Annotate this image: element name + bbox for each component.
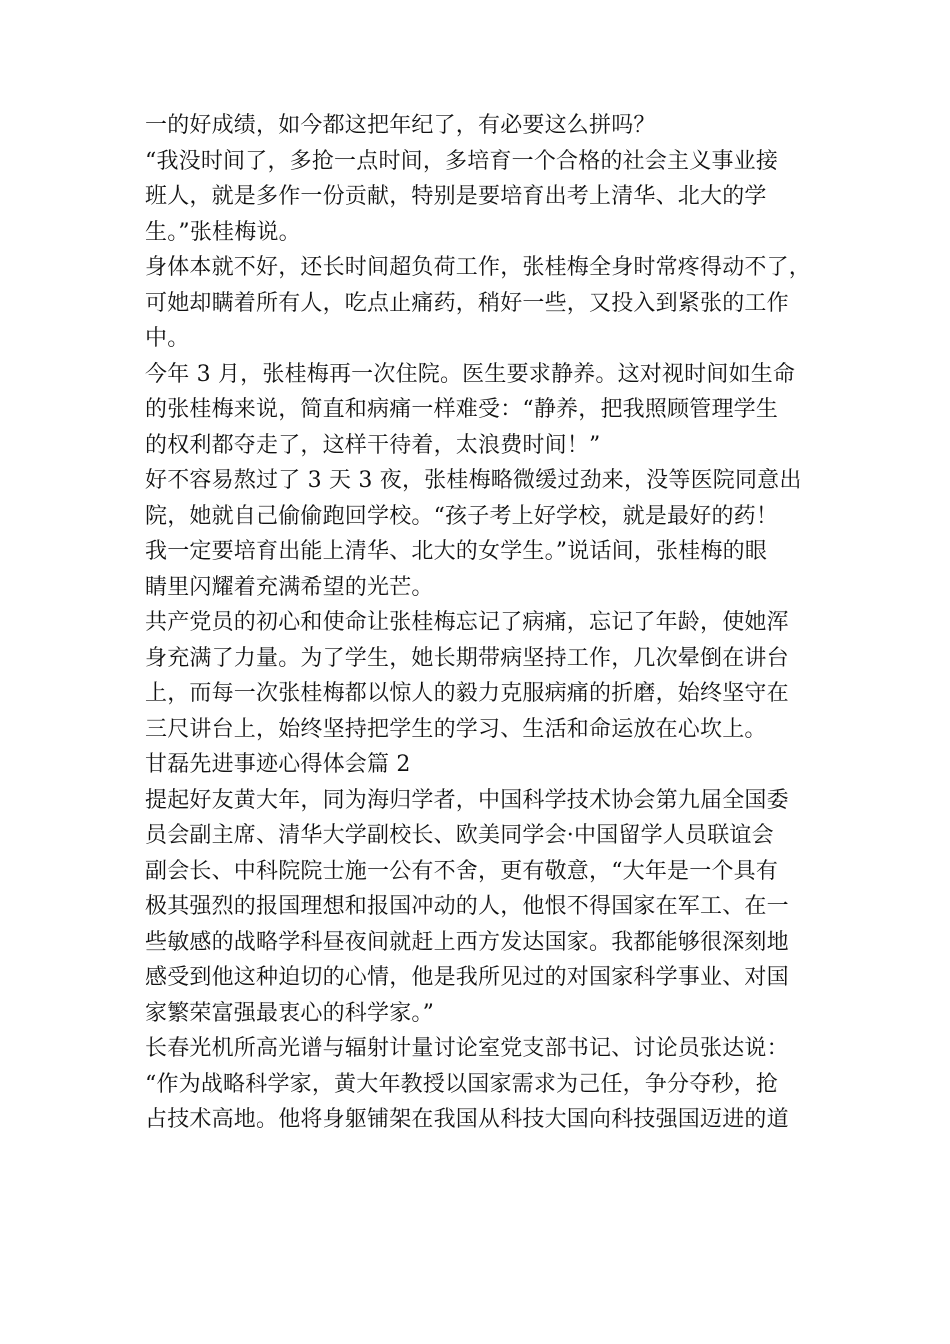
text-line: 生。”张桂梅说。 [145, 219, 301, 245]
text-line: 我一定要培育出能上清华、北大的女学生。”说话间，张桂梅的眼 [145, 539, 768, 564]
text-line: “作为战略科学家，黄大年教授以国家需求为己任，争分夺秒，抢 [145, 1071, 779, 1097]
section-heading: 甘磊先进事迹心得体会篇 2 [145, 752, 411, 777]
text-line: 院，她就自己偷偷跑回学校。“孩子考上好学校，就是最好的药！ [145, 503, 779, 529]
text-line: 睛里闪耀着充满希望的光芒。 [145, 574, 434, 600]
text-line: 三尺讲台上，始终坚持把学生的学习、生活和命运放在心坎上。 [145, 716, 767, 742]
text-line: 身充满了力量。为了学生，她长期带病坚持工作，几次晕倒在讲台 [145, 645, 789, 671]
text-line: 家繁荣富强最衷心的科学家。” [145, 1000, 435, 1026]
text-line: 好不容易熬过了 3 天 3 夜，张桂梅略微缓过劲来，没等医院同意出 [145, 468, 802, 493]
text-line: 今年 3 月，张桂梅再一次住院。医生要求静养。这对视时间如生命 [145, 361, 796, 387]
text-line: 一的好成绩，如今都这把年纪了，有必要这么拼吗？ [145, 113, 656, 138]
text-line: 员会副主席、清华大学副校长、欧美同学会·中国留学人员联谊会 [145, 823, 774, 848]
text-line: 感受到他这种迫切的心情，他是我所见过的对国家科学事业、对国 [145, 965, 789, 990]
text-line: 身体本就不好，还长时间超负荷工作，张桂梅全身时常疼得动不了， [145, 255, 812, 280]
text-line: 的权利都夺走了，这样干待着，太浪费时间！” [145, 432, 601, 458]
text-line: 可她却瞒着所有人，吃点止痛药，稍好一些，又投入到紧张的工作 [145, 290, 789, 316]
text-line: 上，而每一次张桂梅都以惊人的毅力克服病痛的折磨，始终坚守在 [145, 681, 789, 706]
text-line: “我没时间了，多抢一点时间，多培育一个合格的社会主义事业接 [145, 148, 779, 174]
text-line: 班人，就是多作一份贡献，特别是要培育出考上清华、北大的学 [145, 184, 767, 209]
text-line: 占技术高地。他将身躯铺架在我国从科技大国向科技强国迈进的道 [145, 1107, 789, 1132]
text-line: 副会长、中科院院士施一公有不舍，更有敬意，“大年是一个具有 [145, 858, 779, 884]
text-line: 提起好友黄大年，同为海归学者，中国科学技术协会第九届全国委 [145, 787, 789, 813]
text-line: 长春光机所高光谱与辐射计量讨论室党支部书记、讨论员张达说： [145, 1036, 789, 1061]
text-line: 中。 [145, 326, 190, 351]
text-line: 些敏感的战略学科昼夜间就赶上西方发达国家。我都能够很深刻地 [145, 929, 789, 955]
text-line: 共产党员的初心和使命让张桂梅忘记了病痛，忘记了年龄，使她浑 [145, 610, 789, 635]
text-line: 极其强烈的报国理想和报国冲动的人，他恨不得国家在军工、在一 [145, 894, 789, 919]
document-body [145, 108, 825, 1138]
text-line: 的张桂梅来说，简直和病痛一样难受：“静养，把我照顾管理学生 [145, 397, 779, 422]
